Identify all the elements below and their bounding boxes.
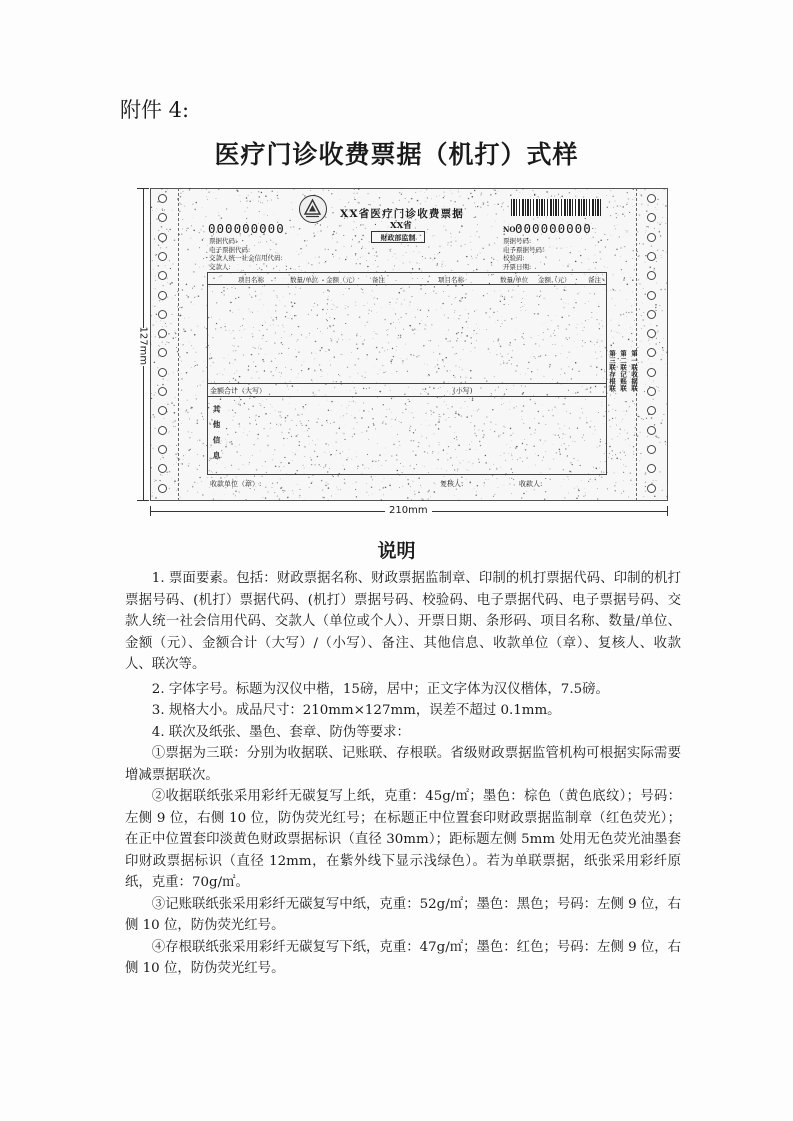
payee-unit-label: 收款单位（章）: xyxy=(210,480,262,488)
sprocket-hole xyxy=(158,252,167,261)
notes-body xyxy=(125,568,681,980)
sprocket-hole xyxy=(158,233,167,242)
field-e-receipt-number: 电子票据号码: xyxy=(503,245,545,254)
note-paragraph: 3. 规格大小。成品尺寸：210mm×127mm，误差不超过 0.1mm。 xyxy=(151,703,561,718)
field-receipt-code: 票据代码: xyxy=(209,237,238,245)
sprocket-hole xyxy=(647,445,656,454)
column-header: 数量/单位 xyxy=(500,276,529,284)
column-header: 数量/单位 xyxy=(290,276,319,284)
width-dimension-tick xyxy=(150,506,151,516)
page-title: 医疗门诊收费票据（机打）式样 xyxy=(214,140,579,169)
column-header: 备注 xyxy=(372,276,385,284)
sprocket-hole xyxy=(647,291,656,300)
width-dimension-label: 210mm xyxy=(385,505,432,516)
field-payer: 交款人: xyxy=(209,262,231,271)
height-dimension-label: 127mm xyxy=(137,326,149,366)
sprocket-hole xyxy=(647,252,656,261)
supervision-seal: 财政部监制 xyxy=(371,231,425,243)
attachment-label: 附件 4: xyxy=(120,98,190,122)
total-amount-upper: 金额合计（大写） xyxy=(210,387,266,395)
notes-heading: 说明 xyxy=(377,540,416,562)
left-perforation xyxy=(178,188,179,501)
sprocket-hole xyxy=(647,310,656,319)
left-receipt-number: 000000000 xyxy=(208,221,285,236)
other-info-label: 其他信息 xyxy=(212,405,221,467)
barcode xyxy=(511,199,601,216)
sprocket-hole xyxy=(158,368,167,377)
sprocket-hole xyxy=(158,426,167,435)
sprocket-hole xyxy=(647,233,656,242)
field-check-code: 校验码: xyxy=(503,254,525,262)
copy-label: 第一联收据联 xyxy=(630,350,638,392)
right-number-prefix: NO xyxy=(503,225,516,234)
sprocket-hole xyxy=(158,310,167,319)
height-dimension-tick xyxy=(137,188,149,189)
receipt-header-title: XX省医疗门诊收费票据 xyxy=(340,208,464,220)
table-total-divider-top xyxy=(207,383,607,384)
table-total-divider-bottom xyxy=(207,396,607,397)
column-header: 备注 xyxy=(588,276,601,284)
field-e-receipt-code: 电子票据代码: xyxy=(209,245,251,254)
right-receipt-number: 000000000 xyxy=(515,221,592,236)
height-dimension-tick xyxy=(137,500,149,501)
sprocket-hole xyxy=(158,484,167,493)
note-paragraph: ④存根联纸张采用彩纤无碳复写下纸，克重：47g/㎡；墨色：红色；号码：左侧 9 位，右侧 10 位，防伪荧光红号。 xyxy=(125,939,682,976)
emblem-icon xyxy=(300,196,325,221)
total-amount-lower: (小写) xyxy=(453,387,473,395)
width-dimension-tick xyxy=(667,506,668,516)
field-issue-date: 开票日期: xyxy=(503,262,532,271)
sprocket-hole xyxy=(158,194,167,203)
column-header: 项目名称 xyxy=(238,276,264,284)
field-receipt-number: 票据号码: xyxy=(503,237,532,245)
table-header-divider xyxy=(207,284,607,285)
note-paragraph: ②收据联纸张采用彩纤无碳复写上纸，克重：45g/㎡；墨色：棕色（黄色底纹）；号码：左侧 9 位，右侧 10 位，防伪荧光红号；在标题正中位置套印财政票据监制章（红色荧光）；在正中位置套印淡黄色财政票据标识（直径 30mm）；距标题左侧 5mm 处用无色荧光油墨套印财政票据标识（直径 12mm，在紫外线下显示浅绿色）。若为单联票据，纸张采用彩纤原纸，克重：70g/㎡。 xyxy=(125,789,681,890)
finance-emblem-seal xyxy=(299,195,327,223)
height-dimension-line-top xyxy=(143,188,144,328)
note-paragraph: ①票据为三联：分别为收据联、记账联、存根联。省级财政票据监管机构可根据实际需要增减票据联次。 xyxy=(125,746,681,783)
cashier-label: 收款人: xyxy=(519,480,543,488)
column-header: 项目名称 xyxy=(438,276,464,284)
field-payer-credit-code: 交款人统一社会信用代码: xyxy=(209,254,283,262)
sprocket-hole xyxy=(158,445,167,454)
sprocket-hole xyxy=(158,387,167,396)
right-perforation xyxy=(636,188,637,501)
copy-label: 第二联记账联 xyxy=(619,350,627,392)
note-paragraph: 1. 票面要素。包括：财政票据名称、财政票据监制章、印制的机打票据代码、印制的机打票据号码、(机打）票据代码、(机打）票据号码、校验码、电子票据代码、电子票据号码、交款人统一社会信用代码、交款人（单位或个人）、开票日期、条形码、项目名称、数量/单位、金额（元）、金额合计（大写）/（小写）、备注、其他信息、收款单位（章）、复核人、收款人、联次等。 xyxy=(125,571,681,672)
sprocket-hole xyxy=(647,194,656,203)
note-paragraph: 2. 字体字号。标题为汉仪中楷，15磅，居中；正文字体为汉仪楷体，7.5磅。 xyxy=(151,681,609,697)
column-header: 金额（元） xyxy=(538,276,571,284)
column-header: 金额（元） xyxy=(326,276,359,284)
copy-label: 第三联存根联 xyxy=(608,350,616,392)
height-dimension-line-bottom xyxy=(143,366,144,501)
sprocket-hole xyxy=(647,484,656,493)
note-paragraph: ③记账联纸张采用彩纤无碳复写中纸，克重：52g/㎡；墨色：黑色；号码：左侧 9 位，右侧 10 位，防伪荧光红号。 xyxy=(125,896,682,933)
sprocket-hole xyxy=(647,368,656,377)
copy-designations xyxy=(608,350,639,392)
note-paragraph: 4. 联次及纸张、墨色、套章、防伪等要求： xyxy=(151,724,410,740)
sprocket-hole xyxy=(647,426,656,435)
sprocket-hole xyxy=(158,291,167,300)
sprocket-hole xyxy=(647,387,656,396)
receipt-province: XX省 xyxy=(390,221,412,231)
item-table xyxy=(207,272,607,475)
reviewer-label: 复核人: xyxy=(440,480,464,488)
